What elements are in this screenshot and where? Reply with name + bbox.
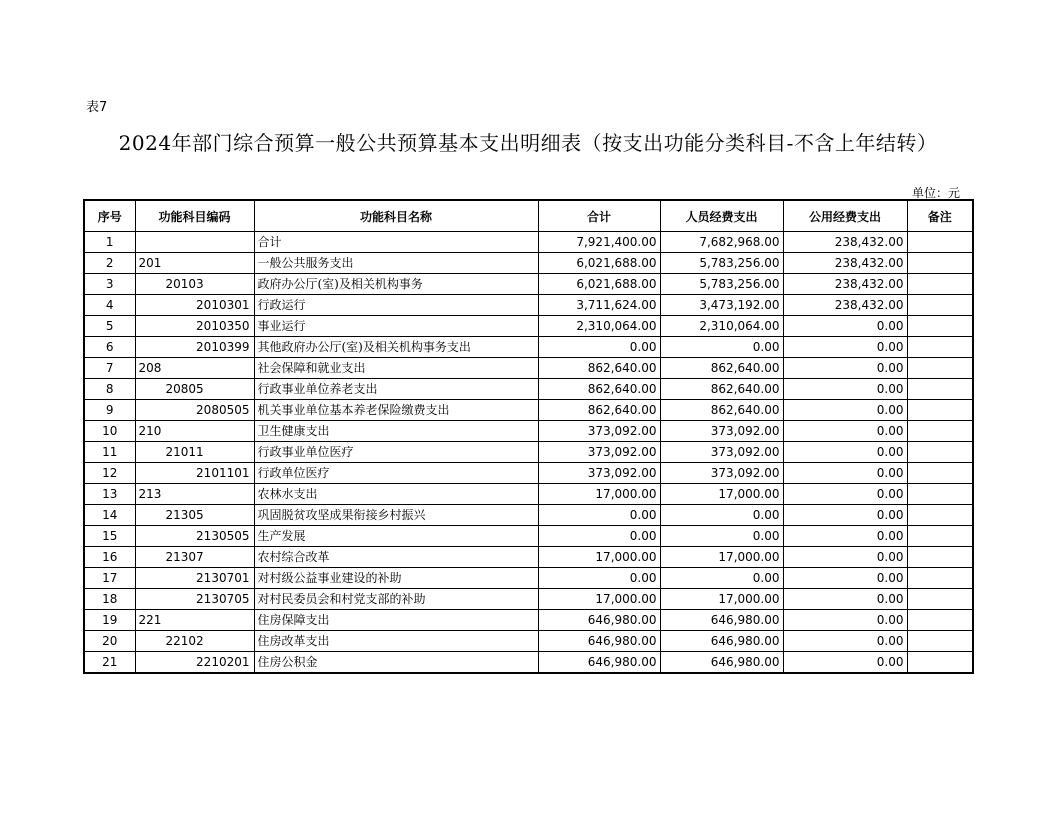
- cell-note: [907, 547, 973, 568]
- cell-seq: 16: [84, 547, 135, 568]
- cell-personnel: 0.00: [660, 337, 783, 358]
- cell-total: 17,000.00: [538, 589, 660, 610]
- cell-code: 20805: [135, 379, 254, 400]
- table-row: [84, 316, 973, 337]
- cell-personnel: 862,640.00: [660, 400, 783, 421]
- cell-total: 646,980.00: [538, 652, 660, 674]
- budget-table: [83, 199, 974, 674]
- cell-public: 0.00: [783, 505, 907, 526]
- table-row: [84, 631, 973, 652]
- cell-seq: 17: [84, 568, 135, 589]
- cell-name: 对村民委员会和村党支部的补助: [254, 589, 538, 610]
- cell-name: 巩固脱贫攻坚成果衔接乡村振兴: [254, 505, 538, 526]
- cell-public: 0.00: [783, 547, 907, 568]
- header-public: 公用经费支出: [783, 200, 907, 232]
- table-body: [84, 232, 973, 674]
- cell-name: 住房保障支出: [254, 610, 538, 631]
- cell-name: 住房改革支出: [254, 631, 538, 652]
- cell-total: 0.00: [538, 337, 660, 358]
- header-seq: 序号: [84, 200, 135, 232]
- cell-note: [907, 589, 973, 610]
- cell-personnel: 17,000.00: [660, 484, 783, 505]
- table-row: [84, 589, 973, 610]
- cell-code: 210: [135, 421, 254, 442]
- cell-public: 0.00: [783, 463, 907, 484]
- cell-personnel: 0.00: [660, 568, 783, 589]
- cell-public: 0.00: [783, 610, 907, 631]
- table-row: [84, 400, 973, 421]
- cell-personnel: 646,980.00: [660, 652, 783, 674]
- cell-seq: 15: [84, 526, 135, 547]
- cell-note: [907, 232, 973, 253]
- cell-total: 373,092.00: [538, 442, 660, 463]
- table-row: [84, 337, 973, 358]
- cell-seq: 14: [84, 505, 135, 526]
- table-number-label: 表7: [86, 100, 108, 115]
- cell-seq: 5: [84, 316, 135, 337]
- cell-note: [907, 463, 973, 484]
- cell-name: 农村综合改革: [254, 547, 538, 568]
- cell-name: 合计: [254, 232, 538, 253]
- cell-seq: 21: [84, 652, 135, 674]
- cell-seq: 13: [84, 484, 135, 505]
- cell-note: [907, 274, 973, 295]
- cell-total: 373,092.00: [538, 463, 660, 484]
- cell-note: [907, 295, 973, 316]
- cell-code: 21307: [135, 547, 254, 568]
- cell-public: 0.00: [783, 442, 907, 463]
- cell-code: 22102: [135, 631, 254, 652]
- cell-public: 0.00: [783, 526, 907, 547]
- table-row: [84, 253, 973, 274]
- cell-seq: 18: [84, 589, 135, 610]
- cell-personnel: 5,783,256.00: [660, 274, 783, 295]
- cell-name: 其他政府办公厅(室)及相关机构事务支出: [254, 337, 538, 358]
- table-row: [84, 610, 973, 631]
- cell-note: [907, 421, 973, 442]
- page-title: 2024年部门综合预算一般公共预算基本支出明细表（按支出功能分类科目-不含上年结转）: [118, 131, 938, 155]
- cell-code: 2210201: [135, 652, 254, 674]
- cell-seq: 4: [84, 295, 135, 316]
- cell-name: 农林水支出: [254, 484, 538, 505]
- cell-personnel: 646,980.00: [660, 610, 783, 631]
- cell-personnel: 373,092.00: [660, 442, 783, 463]
- cell-public: 0.00: [783, 589, 907, 610]
- cell-name: 行政事业单位医疗: [254, 442, 538, 463]
- cell-code: 2010399: [135, 337, 254, 358]
- header-total: 合计: [538, 200, 660, 232]
- cell-code: 2130701: [135, 568, 254, 589]
- cell-note: [907, 484, 973, 505]
- cell-total: 3,711,624.00: [538, 295, 660, 316]
- cell-personnel: 17,000.00: [660, 589, 783, 610]
- cell-name: 生产发展: [254, 526, 538, 547]
- cell-personnel: 2,310,064.00: [660, 316, 783, 337]
- cell-total: 862,640.00: [538, 358, 660, 379]
- cell-code: 2130505: [135, 526, 254, 547]
- table-row: [84, 568, 973, 589]
- cell-total: 646,980.00: [538, 610, 660, 631]
- cell-public: 238,432.00: [783, 253, 907, 274]
- cell-seq: 1: [84, 232, 135, 253]
- cell-name: 机关事业单位基本养老保险缴费支出: [254, 400, 538, 421]
- cell-public: 0.00: [783, 337, 907, 358]
- cell-code: 201: [135, 253, 254, 274]
- cell-public: 0.00: [783, 568, 907, 589]
- cell-seq: 11: [84, 442, 135, 463]
- cell-total: 0.00: [538, 568, 660, 589]
- cell-note: [907, 337, 973, 358]
- cell-seq: 19: [84, 610, 135, 631]
- cell-public: 238,432.00: [783, 232, 907, 253]
- cell-personnel: 5,783,256.00: [660, 253, 783, 274]
- cell-note: [907, 442, 973, 463]
- cell-note: [907, 379, 973, 400]
- cell-name: 行政运行: [254, 295, 538, 316]
- header-personnel: 人员经费支出: [660, 200, 783, 232]
- cell-code: 213: [135, 484, 254, 505]
- cell-total: 7,921,400.00: [538, 232, 660, 253]
- cell-public: 0.00: [783, 400, 907, 421]
- cell-code: 2010350: [135, 316, 254, 337]
- cell-code: 20103: [135, 274, 254, 295]
- cell-name: 行政事业单位养老支出: [254, 379, 538, 400]
- table-row: [84, 484, 973, 505]
- cell-note: [907, 253, 973, 274]
- table-row: [84, 547, 973, 568]
- table-row: [84, 295, 973, 316]
- cell-seq: 9: [84, 400, 135, 421]
- cell-seq: 12: [84, 463, 135, 484]
- cell-name: 事业运行: [254, 316, 538, 337]
- cell-seq: 20: [84, 631, 135, 652]
- cell-name: 政府办公厅(室)及相关机构事务: [254, 274, 538, 295]
- cell-total: 0.00: [538, 505, 660, 526]
- table-row: [84, 652, 973, 674]
- cell-personnel: 862,640.00: [660, 358, 783, 379]
- cell-code: 2010301: [135, 295, 254, 316]
- cell-code: 208: [135, 358, 254, 379]
- table-row: [84, 463, 973, 484]
- cell-seq: 2: [84, 253, 135, 274]
- cell-note: [907, 358, 973, 379]
- cell-code: 21305: [135, 505, 254, 526]
- cell-total: 862,640.00: [538, 379, 660, 400]
- table-row: [84, 442, 973, 463]
- cell-code: 2130705: [135, 589, 254, 610]
- cell-total: 2,310,064.00: [538, 316, 660, 337]
- cell-total: 17,000.00: [538, 484, 660, 505]
- cell-total: 6,021,688.00: [538, 253, 660, 274]
- table-row: [84, 526, 973, 547]
- cell-total: 862,640.00: [538, 400, 660, 421]
- header-note: 备注: [907, 200, 973, 232]
- cell-code: 2080505: [135, 400, 254, 421]
- cell-personnel: 373,092.00: [660, 463, 783, 484]
- cell-public: 0.00: [783, 631, 907, 652]
- cell-name: 行政单位医疗: [254, 463, 538, 484]
- table-row: [84, 421, 973, 442]
- cell-name: 对村级公益事业建设的补助: [254, 568, 538, 589]
- header-code: 功能科目编码: [135, 200, 254, 232]
- cell-total: 0.00: [538, 526, 660, 547]
- cell-public: 0.00: [783, 421, 907, 442]
- cell-personnel: 373,092.00: [660, 421, 783, 442]
- cell-public: 0.00: [783, 484, 907, 505]
- cell-seq: 6: [84, 337, 135, 358]
- cell-public: 0.00: [783, 379, 907, 400]
- cell-personnel: 7,682,968.00: [660, 232, 783, 253]
- cell-total: 373,092.00: [538, 421, 660, 442]
- cell-code: 2101101: [135, 463, 254, 484]
- cell-public: 0.00: [783, 358, 907, 379]
- cell-name: 住房公积金: [254, 652, 538, 674]
- cell-personnel: 17,000.00: [660, 547, 783, 568]
- cell-note: [907, 610, 973, 631]
- cell-personnel: 3,473,192.00: [660, 295, 783, 316]
- cell-personnel: 0.00: [660, 505, 783, 526]
- cell-seq: 8: [84, 379, 135, 400]
- table-row: [84, 232, 973, 253]
- cell-personnel: 646,980.00: [660, 631, 783, 652]
- cell-total: 6,021,688.00: [538, 274, 660, 295]
- cell-name: 卫生健康支出: [254, 421, 538, 442]
- table-header-row: [84, 200, 973, 232]
- cell-note: [907, 652, 973, 674]
- table-row: [84, 505, 973, 526]
- cell-note: [907, 568, 973, 589]
- cell-note: [907, 631, 973, 652]
- cell-public: 0.00: [783, 316, 907, 337]
- cell-code: 221: [135, 610, 254, 631]
- cell-seq: 10: [84, 421, 135, 442]
- cell-name: 一般公共服务支出: [254, 253, 538, 274]
- cell-personnel: 862,640.00: [660, 379, 783, 400]
- cell-seq: 3: [84, 274, 135, 295]
- cell-total: 646,980.00: [538, 631, 660, 652]
- unit-label: 单位：元: [911, 186, 960, 200]
- cell-name: 社会保障和就业支出: [254, 358, 538, 379]
- cell-public: 0.00: [783, 652, 907, 674]
- cell-seq: 7: [84, 358, 135, 379]
- cell-personnel: 0.00: [660, 526, 783, 547]
- cell-note: [907, 316, 973, 337]
- cell-public: 238,432.00: [783, 274, 907, 295]
- header-name: 功能科目名称: [254, 200, 538, 232]
- table-row: [84, 274, 973, 295]
- cell-note: [907, 505, 973, 526]
- cell-note: [907, 400, 973, 421]
- cell-public: 238,432.00: [783, 295, 907, 316]
- cell-note: [907, 526, 973, 547]
- cell-total: 17,000.00: [538, 547, 660, 568]
- table-row: [84, 379, 973, 400]
- table-row: [84, 358, 973, 379]
- cell-code: [135, 232, 254, 253]
- cell-code: 21011: [135, 442, 254, 463]
